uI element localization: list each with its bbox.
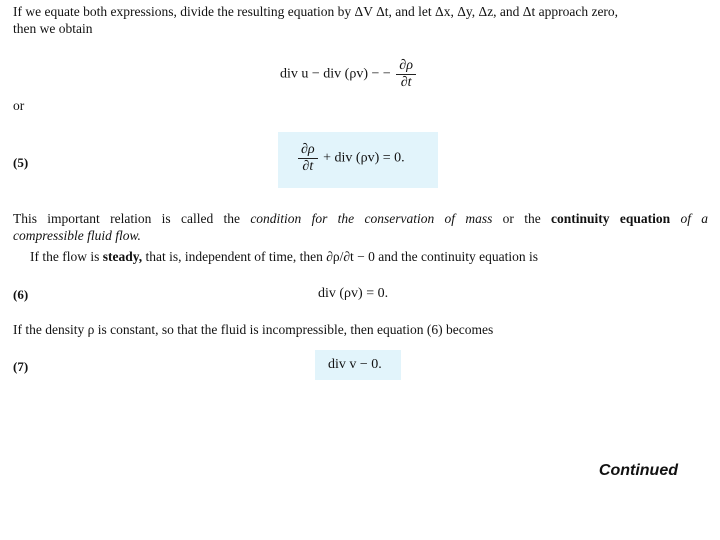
equation-7: div v − 0. bbox=[328, 357, 382, 372]
equation-divergence-difference bbox=[280, 58, 418, 91]
paragraph-2-term: condition for the conservation of mass bbox=[250, 211, 493, 226]
fraction-numerator: ∂ρ bbox=[298, 142, 318, 159]
paragraph-1-line-2: then we obtain bbox=[13, 21, 93, 36]
paragraph-2-line-1 bbox=[13, 211, 708, 227]
fraction-numerator: ∂ρ bbox=[396, 58, 416, 75]
equation-5-label: (5) bbox=[13, 155, 29, 170]
paragraph-2-text: or the bbox=[502, 211, 541, 226]
paragraph-4: If the density ρ is constant, so that the fluid is incompressible, then equation (6) becomes bbox=[13, 322, 494, 337]
fraction-denominator: ∂t bbox=[400, 75, 412, 90]
equation-7-label: (7) bbox=[13, 359, 29, 374]
paragraph-3 bbox=[30, 249, 538, 265]
equation-5 bbox=[296, 142, 405, 175]
paragraph-2-line-2: compressible fluid flow. bbox=[13, 228, 141, 243]
equation-lhs: div u − div (ρv) − − bbox=[280, 66, 391, 82]
or-text: or bbox=[13, 98, 25, 113]
steady-term: steady, bbox=[102, 249, 143, 264]
paragraph-3-text: that is, independent of time, then ∂ρ/∂t − 0 and the continuity equation is bbox=[145, 249, 538, 264]
equation-5-rhs: + div (ρv) = 0. bbox=[323, 150, 405, 166]
equation-6-label: (6) bbox=[13, 287, 29, 302]
paragraph-1-line-1: If we equate both expressions, divide the resulting equation by ΔV Δt, and let Δx, Δy, Δz, and Δt approach zero, bbox=[13, 4, 619, 19]
fraction-denominator: ∂t bbox=[302, 159, 314, 174]
continued-label: Continued bbox=[598, 462, 678, 479]
fraction bbox=[396, 58, 416, 91]
paragraph-2-text: of a bbox=[680, 211, 709, 226]
paragraph-3-text: If the flow is bbox=[30, 249, 100, 264]
equation-6: div (ρv) = 0. bbox=[318, 286, 389, 301]
continuity-equation-term: continuity equation bbox=[551, 211, 671, 226]
paragraph-2-text: This important relation is called the bbox=[13, 211, 240, 226]
equation-5-fraction bbox=[298, 142, 318, 175]
